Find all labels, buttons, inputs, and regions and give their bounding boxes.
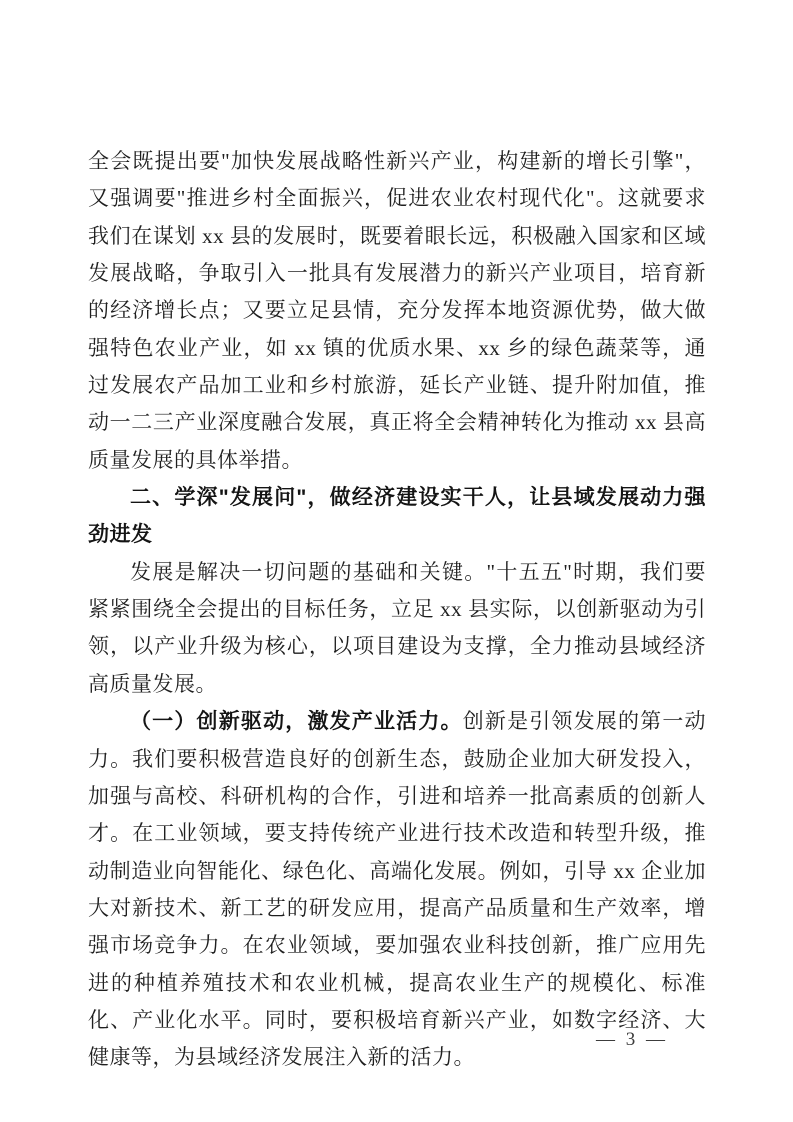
paragraph-lead-body-text: 创新是引领发展的第一动力。我们要积极营造良好的创新生态，鼓励企业加大研发投入，加强与高校、科研机构的合作，引进和培养一批高素质的创新人才。在工业领域，要支持传统产业进行技术改造和转型升级，推动制造业向智能化、绿色化、高端化发展。例如，引导 xx 企业加大对新技术、新工艺的研发应用，提高产品质量和生产效率，增强市场竞争力。在农业领域，要加强农业科技创新，推广应用先进的种植养殖技术和农业机械，提高农业生产的规模化、标准化、产业化水平。同时，要积极培育新兴产业，如数字经济、大健康等，为县域经济发展注入新的活力。	[88, 709, 707, 1070]
paragraph-continuation: 全会既提出要"加快发展战略性新兴产业，构建新的增长引擎"，又强调要"推进乡村全面振兴，促进农业农村现代化"。这就要求我们在谋划 xx 县的发展时，既要着眼长远，积极融入国家和区域发展战略，争取引入一批具有发展潜力的新兴产业项目，培育新的经济增长点；又要立足县情，充分发挥本地资源优势，做大做强特色农业产业，如 xx 镇的优质水果、xx 乡的绿色蔬菜等，通过发展农产品加工业和乡村旅游，延长产业链、提升附加值，推动一二三产业深度融合发展，真正将全会精神转化为推动 xx 县高质量发展的具体举措。	[88, 149, 706, 472]
document-body	[88, 143, 706, 1077]
page-number: — 3 —	[596, 1029, 668, 1050]
section-heading: 二、学深"发展问"，做经济建设实干人，让县域发展动力强劲进发	[88, 486, 706, 547]
paragraph-development-overview: 发展是解决一切问题的基础和关键。"十五五"时期，我们要紧紧围绕全会提出的目标任务，立足 xx 县实际，以创新驱动为引领，以产业升级为核心，以项目建设为支撑，全力推动县域经济高质量发展。	[88, 559, 706, 696]
paragraph-innovation-drive	[88, 703, 706, 1076]
paragraph-lead-bold: （一）创新驱动，激发产业活力。	[130, 710, 463, 734]
